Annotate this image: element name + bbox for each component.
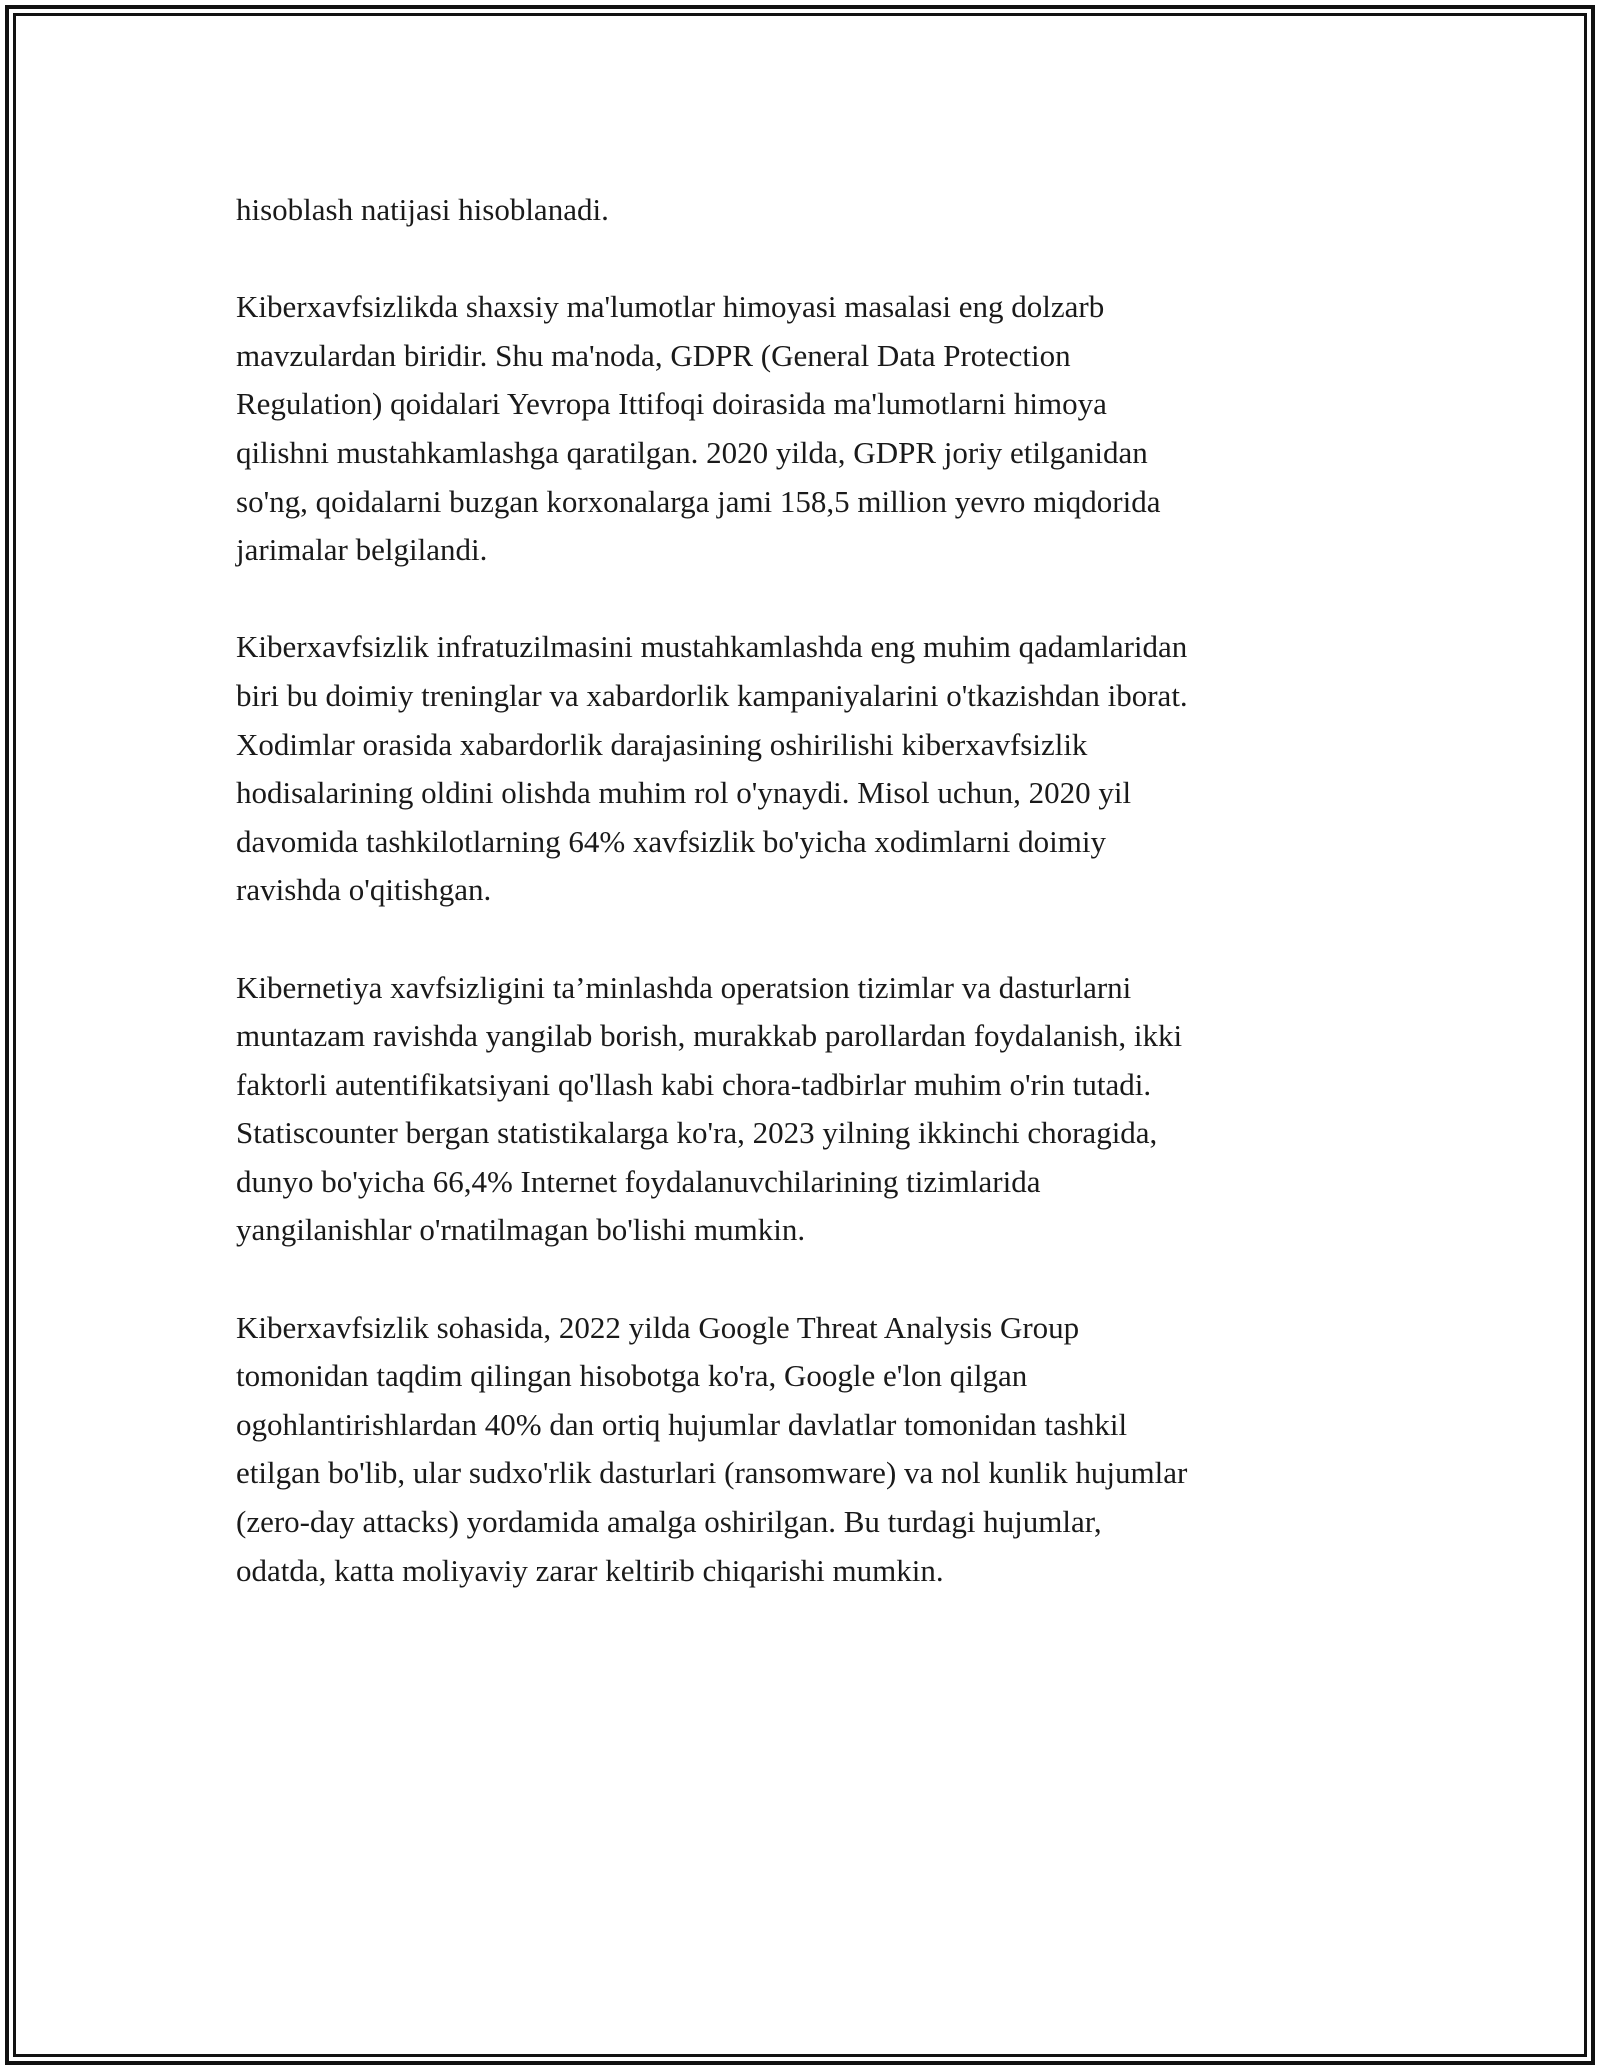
text-line: Kiberxavfsizlikda shaxsiy ma'lumotlar himoyasi masalasi eng dolzarb <box>236 289 1105 325</box>
text-line: biri bu doimiy treninglar va xabardorlik kampaniyalarini o'tkazishdan iborat. <box>236 677 1188 713</box>
paragraph-1 <box>236 186 1386 235</box>
text-line: Kiberxavfsizlik sohasida, 2022 yilda Google Threat Analysis Group <box>236 1309 1080 1345</box>
text-line: so'ng, qoidalarni buzgan korxonalarga jami 158,5 million yevro miqdorida <box>236 483 1161 519</box>
text-line: muntazam ravishda yangilab borish, murakkab parollardan foydalanish, ikki <box>236 1018 1183 1054</box>
text-line: hodisalarining oldini olishda muhim rol o'ynaydi. Misol uchun, 2020 yil <box>236 775 1132 811</box>
text-line: jarimalar belgilandi. <box>236 532 488 568</box>
text-line: odatda, katta moliyaviy zarar keltirib chiqarishi mumkin. <box>236 1552 944 1588</box>
paragraph-4 <box>236 964 1386 1256</box>
text-line: Statiscounter bergan statistikalarga ko'ra, 2023 yilning ikkinchi choragida, <box>236 1115 1158 1151</box>
text-line: davomida tashkilotlarning 64% xavfsizlik bo'yicha xodimlarni doimiy <box>236 823 1106 859</box>
paragraph-2 <box>236 283 1386 575</box>
text-line: etilgan bo'lib, ular sudxo'rlik dasturlari (ransomware) va nol kunlik hujumlar <box>236 1455 1188 1491</box>
text-line: Kibernetiya xavfsizligini ta’minlashda operatsion tizimlar va dasturlarni <box>236 969 1132 1005</box>
text-line: Xodimlar orasida xabardorlik darajasining oshirilishi kiberxavfsizlik <box>236 726 1088 762</box>
text-line: ravishda o'qitishgan. <box>236 872 492 908</box>
document-body <box>236 186 1386 1644</box>
paragraph-3 <box>236 623 1386 915</box>
paragraph-5 <box>236 1304 1386 1596</box>
text-line: Regulation) qoidalari Yevropa Ittifoqi doirasida ma'lumotlarni himoya <box>236 386 1107 422</box>
text-line: Kiberxavfsizlik infratuzilmasini mustahkamlashda eng muhim qadamlaridan <box>236 629 1188 665</box>
text-line: faktorli autentifikatsiyani qo'llash kabi chora-tadbirlar muhim o'rin tutadi. <box>236 1066 1152 1102</box>
text-line: ogohlantirishlardan 40% dan ortiq hujumlar davlatlar tomonidan tashkil <box>236 1406 1128 1442</box>
text-line: mavzulardan biridir. Shu ma'noda, GDPR (General Data Protection <box>236 337 1071 373</box>
text-line: yangilanishlar o'rnatilmagan bo'lishi mumkin. <box>236 1212 806 1248</box>
text-line: dunyo bo'yicha 66,4% Internet foydalanuvchilarining tizimlarida <box>236 1163 1041 1199</box>
text-line: hisoblash natijasi hisoblanadi. <box>236 192 609 227</box>
text-line: (zero-day attacks) yordamida amalga oshirilgan. Bu turdagi hujumlar, <box>236 1504 1102 1540</box>
text-line: qilishni mustahkamlashga qaratilgan. 2020 yilda, GDPR joriy etilganidan <box>236 434 1148 470</box>
text-line: tomonidan taqdim qilingan hisobotga ko'ra, Google e'lon qilgan <box>236 1358 1028 1394</box>
